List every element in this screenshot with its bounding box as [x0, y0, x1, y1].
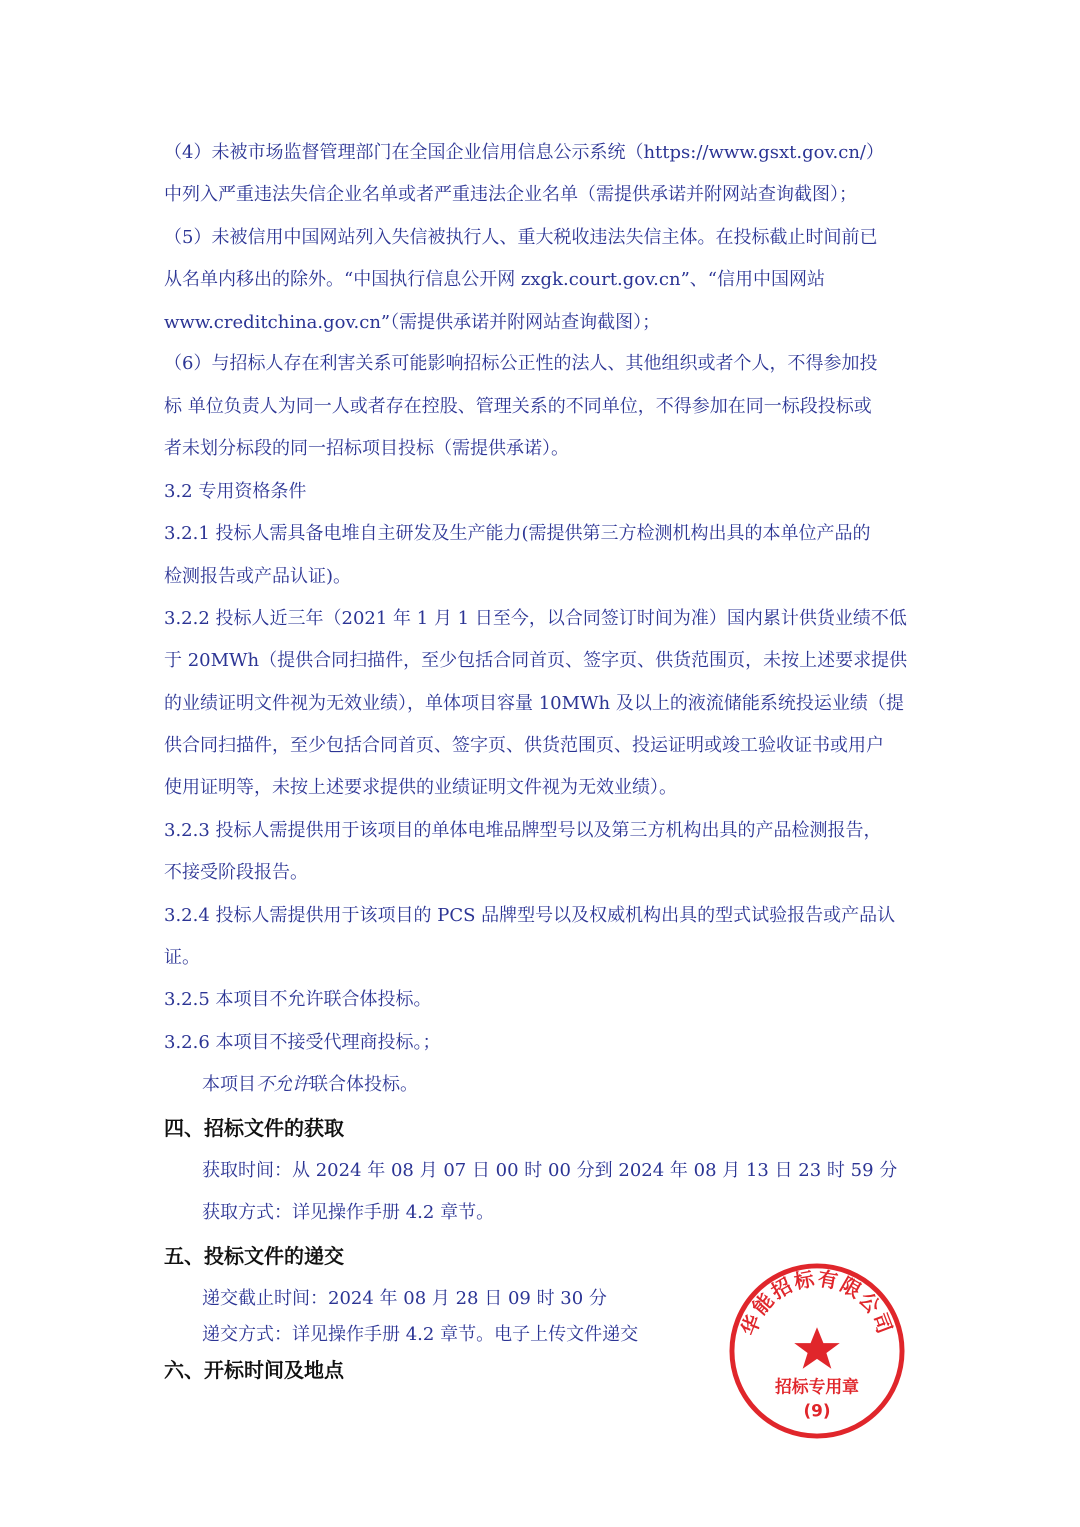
- text-line: www.creditchina.gov.cn”（需提供承诺并附网站查询截图）；: [164, 312, 661, 333]
- seal-purpose-text: 招标专用章: [775, 1376, 859, 1397]
- section-5-heading: 五、投标文件的递交: [164, 1244, 344, 1268]
- text-line: 供合同扫描件，至少包括合同首页、签字页、供货范围页、投运证明或竣工验收证书或用户: [164, 735, 884, 756]
- star-icon: [794, 1327, 839, 1369]
- text-line: 证。: [164, 947, 200, 968]
- submit-method: 递交方式：详见操作手册 4.2 章节。电子上传文件递交: [202, 1324, 639, 1345]
- text-line: 从名单内移出的除外。“中国执行信息公开网 zxgk.court.gov.cn”、“信用中国网站: [164, 269, 825, 290]
- text-line: 者未划分标段的同一招标项目投标（需提供承诺）。: [164, 438, 569, 459]
- text-line: 标 单位负责人为同一人或者存在控股、管理关系的不同单位，不得参加在同一标段投标或: [164, 396, 872, 417]
- joint-italic: 不允许: [256, 1074, 310, 1095]
- submit-deadline: 递交截止时间：2024 年 08 月 28 日 09 时 30 分: [202, 1288, 607, 1309]
- text-line: （5）未被信用中国网站列入失信被执行人、重大税收违法失信主体。在投标截止时间前已: [164, 227, 878, 248]
- joint-pre: 本项目: [202, 1074, 256, 1095]
- section-4-heading: 四、招标文件的获取: [164, 1116, 344, 1140]
- text-line: 3.2.1 投标人需具备电堆自主研发及生产能力(需提供第三方检测机构出具的本单位产品的: [164, 523, 871, 544]
- company-seal: [728, 1262, 906, 1440]
- text-line: 检测报告或产品认证)。: [164, 566, 352, 587]
- text-line: 使用证明等，未按上述要求提供的业绩证明文件视为无效业绩）。: [164, 777, 677, 798]
- joint-bid-line: [202, 1073, 962, 1097]
- text-line: （6）与招标人存在利害关系可能影响招标公正性的法人、其他组织或者个人，不得参加投: [164, 353, 878, 374]
- text-line: 于 20MWh（提供合同扫描件，至少包括合同首页、签字页、供货范围页，未按上述要求提供: [164, 650, 908, 671]
- seal-number-text: (9): [803, 1400, 831, 1421]
- acquire-method: 获取方式：详见操作手册 4.2 章节。: [202, 1202, 495, 1223]
- acquire-time: 获取时间：从 2024 年 08 月 07 日 00 时 00 分到 2024 年 08 月 13 日 23 时 59 分: [202, 1160, 898, 1181]
- text-line: 3.2.4 投标人需提供用于该项目的 PCS 品牌型号以及权威机构出具的型式试验报告或产品认: [164, 905, 896, 926]
- text-line: 3.2.6 本项目不接受代理商投标。；: [164, 1032, 441, 1053]
- text-line: 3.2.2 投标人近三年（2021 年 1 月 1 日至今，以合同签订时间为准）国内累计供货业绩不低: [164, 608, 907, 629]
- text-line: （4）未被市场监督管理部门在全国企业信用信息公示系统（https://www.gsxt.gov.cn/）: [164, 142, 884, 163]
- subsection-title: 3.2 专用资格条件: [164, 481, 307, 502]
- text-line: 3.2.5 本项目不允许联合体投标。: [164, 989, 432, 1010]
- section-6-heading: 六、开标时间及地点: [164, 1358, 344, 1382]
- joint-post: 联合体投标。: [310, 1074, 418, 1095]
- text-line: 不接受阶段报告。: [164, 862, 308, 883]
- text-line: 的业绩证明文件视为无效业绩），单体项目容量 10MWh 及以上的液流储能系统投运业绩（提: [164, 693, 904, 714]
- seal-company-text: 华能招标有限公司: [737, 1267, 897, 1339]
- text-line: 中列入严重违法失信企业名单或者严重违法企业名单（需提供承诺并附网站查询截图）；: [164, 184, 857, 205]
- text-line: 3.2.3 投标人需提供用于该项目的单体电堆品牌型号以及第三方机构出具的产品检测报告，: [164, 820, 882, 841]
